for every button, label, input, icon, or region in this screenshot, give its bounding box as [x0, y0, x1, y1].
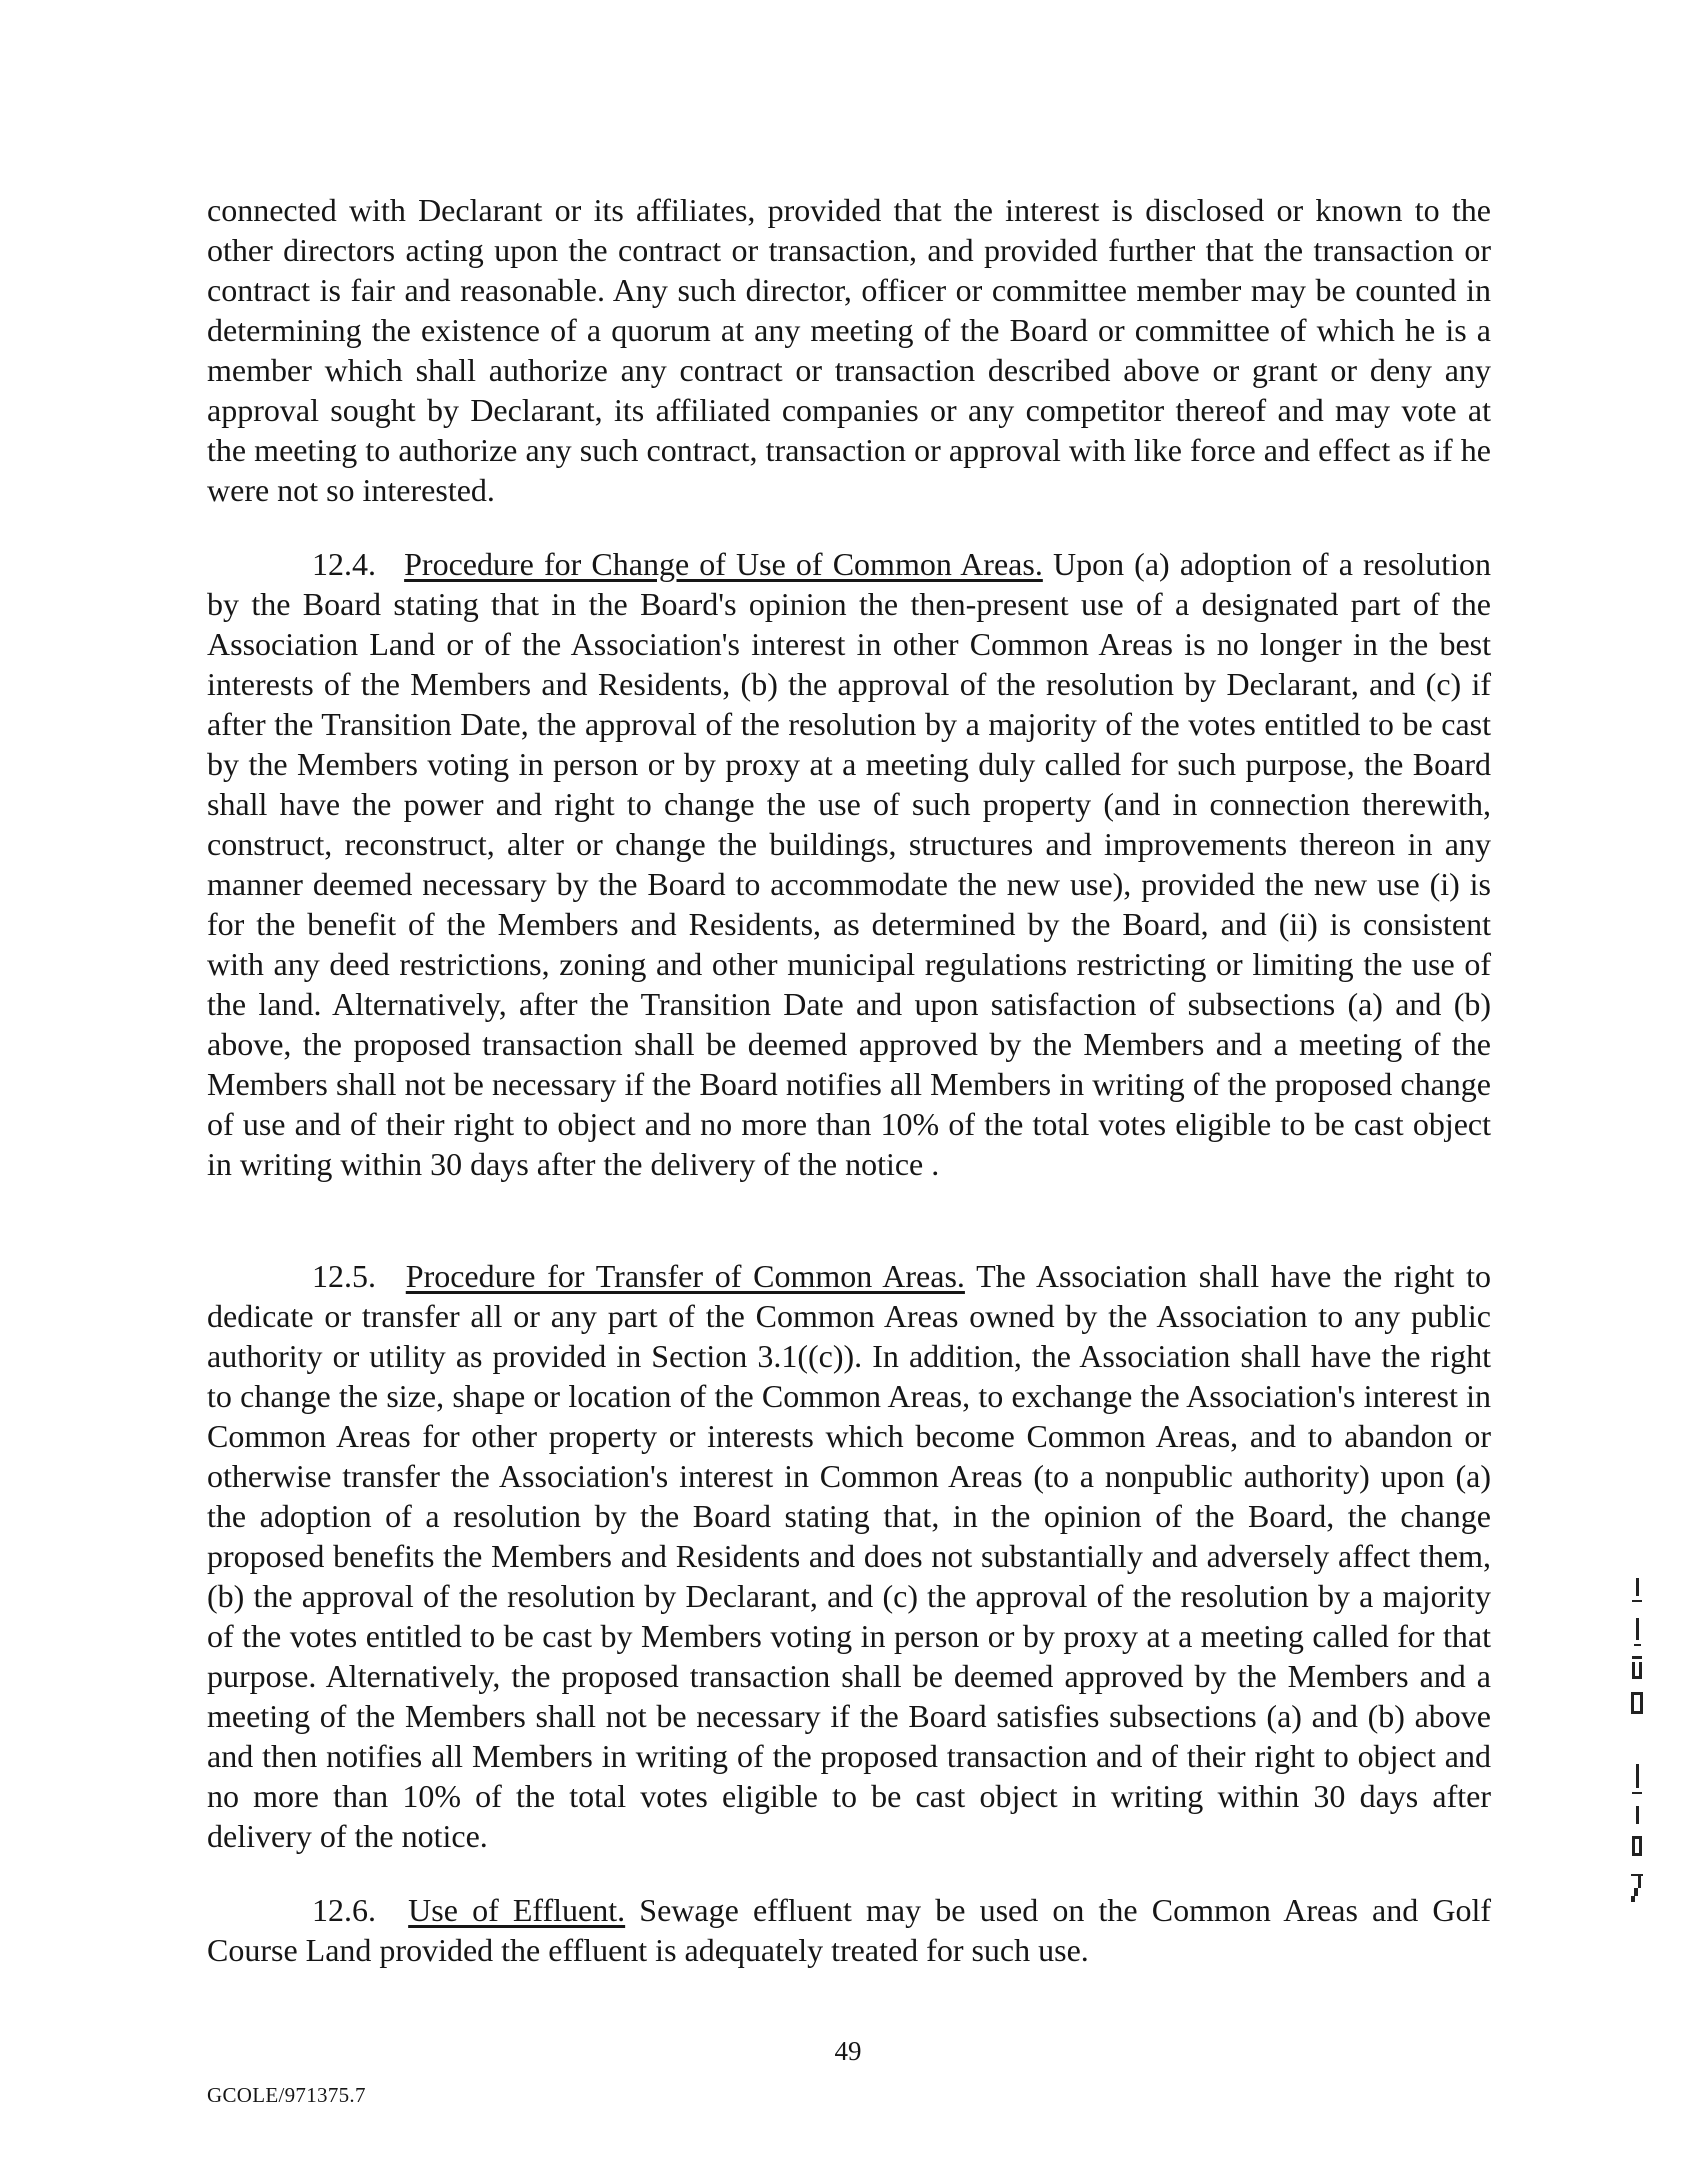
section-12-6	[207, 1890, 1491, 1970]
section-heading: Procedure for Transfer of Common Areas.	[405, 1258, 965, 1294]
document-id: GCOLE/971375.7	[207, 2083, 366, 2107]
page-number: 49	[834, 2036, 862, 2066]
section-heading: Use of Effluent.	[408, 1892, 626, 1928]
paragraph-continued	[207, 190, 1491, 510]
section-12-5	[207, 1256, 1491, 1856]
margin-stamp-mark	[1618, 1578, 1658, 1918]
section-text: Sewage effluent may be used on the Common Areas and Golf Course Land provided the effluent is adequately treated for such use.	[207, 1892, 1492, 1968]
section-number: 12.4.	[312, 546, 376, 582]
section-number: 12.5.	[312, 1258, 376, 1294]
section-heading: Procedure for Change of Use of Common Areas.	[404, 546, 1043, 582]
section-text: The Association shall have the right to dedicate or transfer all or any part of the Common Areas owned by the Association to any public authority or utility as provided in Section 3.1((c)). In addition, the Association shall have the right to change the size, shape or location of the Common Areas, to exchange the Association's interest in Common Areas for other property or interests which become Common Areas, and to abandon or otherwise transfer the Association's interest in Common Areas (to a nonpublic authority) upon (a) the adoption of a resolution by the Board stating that, in the opinion of the Board, the change proposed benefits the Members and Residents and does not substantially and adversely affect them, (b) the approval of the resolution by Declarant, and (c) the approval of the resolution by a majority of the votes entitled to be cast by Members voting in person or by proxy at a meeting called for that purpose. Alternatively, the proposed transaction shall be deemed approved by the Members and a meeting of the Members shall not be necessary if the Board satisfies subsections (a) and (b) above and then notifies all Members in writing of the proposed transaction and of their right to object and no more than 10% of the total votes eligible to be cast object in writing within 30 days after delivery of the notice.	[207, 1258, 1492, 1854]
paragraph-text: connected with Declarant or its affiliates, provided that the interest is disclosed or known to the other directors acting upon the contract or transaction, and provided further that the transaction or contract is fair and reasonable. Any such director, officer or committee member may be counted in determining the existence of a quorum at any meeting of the Board or committee of which he is a member which shall authorize any contract or transaction described above or grant or deny any approval sought by Declarant, its affiliated companies or any competitor thereof and may vote at the meeting to authorize any such contract, transaction or approval with like force and effect as if he were not so interested.	[207, 192, 1491, 508]
section-text: Upon (a) adoption of a resolution by the Board stating that in the Board's opinion the then-present use of a designated part of the Association Land or of the Association's interest in other Common Areas is no longer in the best interests of the Members and Residents, (b) the approval of the resolution by Declarant, and (c) if after the Transition Date, the approval of the resolution by a majority of the votes entitled to be cast by the Members voting in person or by proxy at a meeting duly called for such purpose, the Board shall have the power and right to change the use of such property (and in connection therewith, construct, reconstruct, alter or change the buildings, structures and improvements thereon in any manner deemed necessary by the Board to accommodate the new use), provided the new use (i) is for the benefit of the Members and Residents, as determined by the Board, and (ii) is consistent with any deed restrictions, zoning and other municipal regulations restricting or limiting the use of the land. Alternatively, after the Transition Date and upon satisfaction of subsections (a) and (b) above, the proposed transaction shall be deemed approved by the Members and a meeting of the Members shall not be necessary if the Board notifies all Members in writing of the proposed change of use and of their right to object and no more than 10% of the total votes eligible to be cast object in writing within 30 days after the delivery of the notice .	[207, 546, 1492, 1182]
section-number: 12.6.	[312, 1892, 376, 1928]
section-12-4	[207, 544, 1491, 1184]
